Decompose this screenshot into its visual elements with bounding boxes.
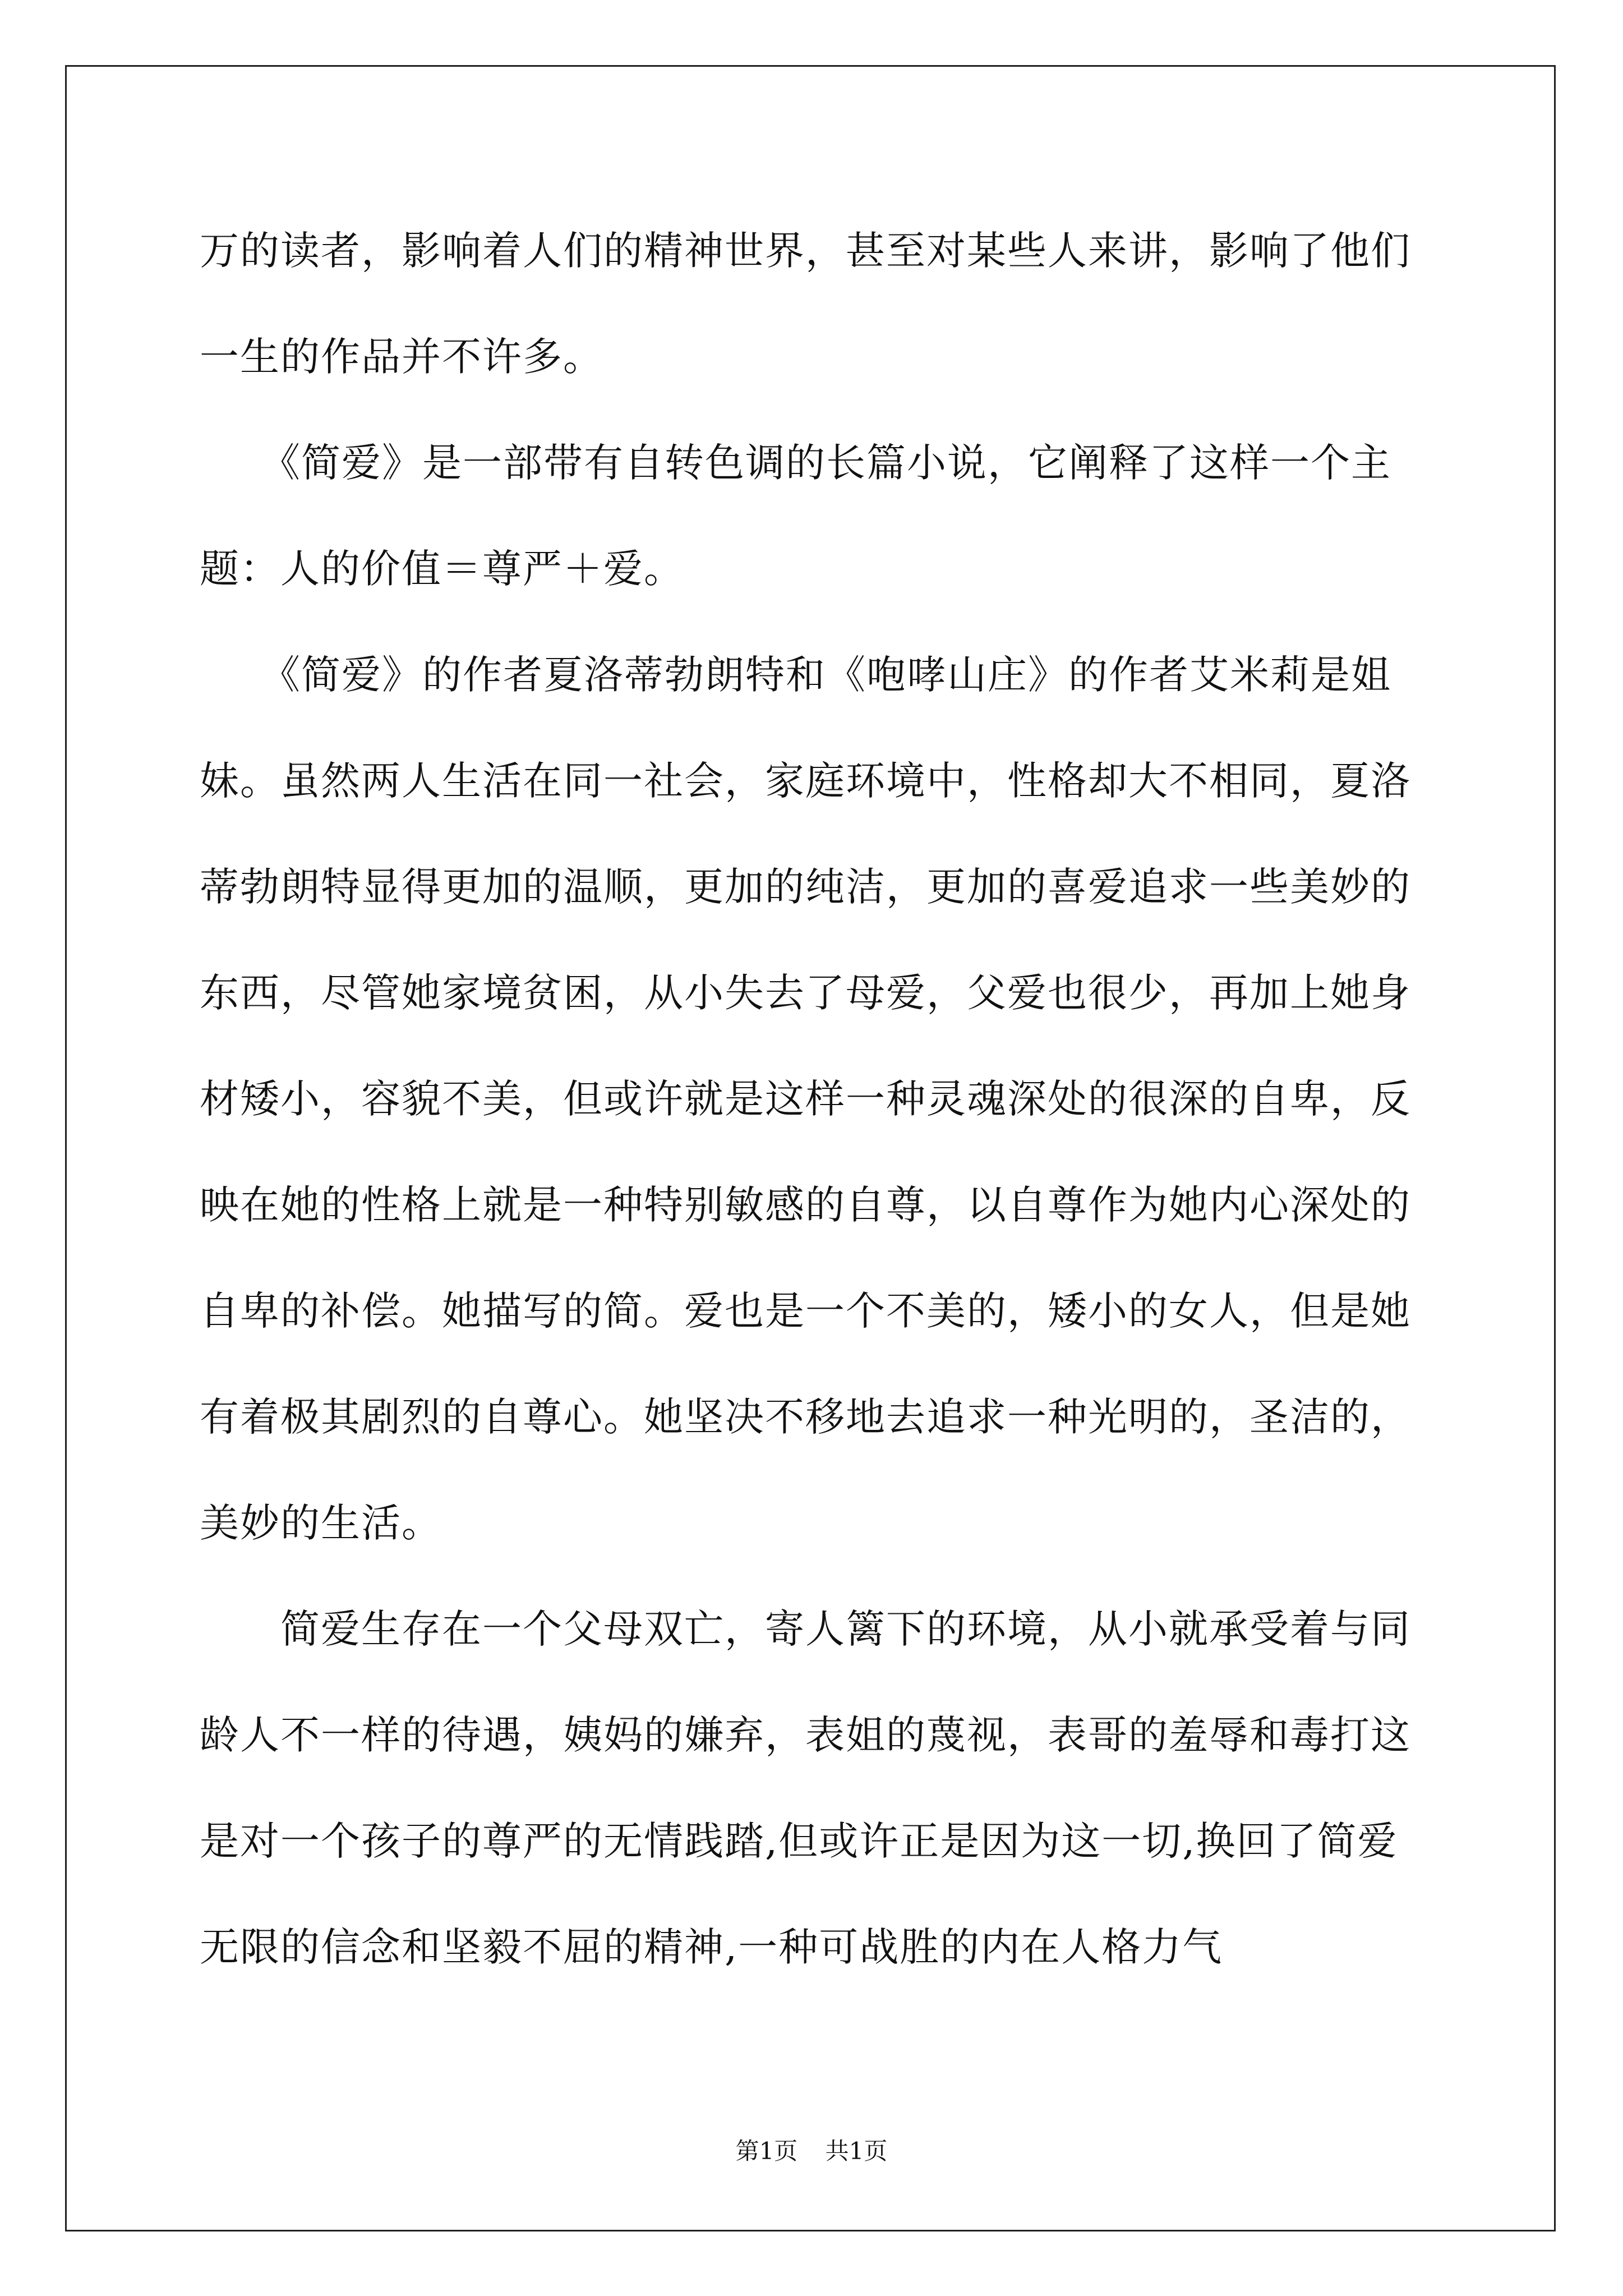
- page-total: 共1页: [825, 2137, 888, 2165]
- page-number: 第1页: [735, 2137, 798, 2165]
- text-line-12: 有着极其剧烈的自尊心。她坚决不移地去追求一种光明的，圣洁的，: [200, 1394, 1411, 1440]
- text-line-8: 东西，尽管她家境贫困，从小失去了母爱，父爱也很少，再加上她身: [200, 970, 1411, 1016]
- text-line-11: 自卑的补偿。她描写的简。爱也是一个不美的，矮小的女人，但是她: [200, 1288, 1411, 1334]
- text-line-9: 材矮小，容貌不美，但或许就是这样一种灵魂深处的很深的自卑，反: [200, 1076, 1411, 1122]
- text-line-2: 一生的作品并不许多。: [200, 334, 603, 380]
- text-line-7: 蒂勃朗特显得更加的温顺，更加的纯洁，更加的喜爱追求一些美妙的: [200, 864, 1411, 910]
- text-line-10: 映在她的性格上就是一种特别敏感的自尊，以自尊作为她内心深处的: [200, 1182, 1411, 1228]
- text-line-1: 万的读者，影响着人们的精神世界，甚至对某些人来讲，影响了他们: [200, 228, 1411, 274]
- text-line-15: 龄人不一样的待遇，姨妈的嫌弃，表姐的蔑视，表哥的羞辱和毒打这: [200, 1712, 1411, 1758]
- text-line-6: 妹。虽然两人生活在同一社会，家庭环境中，性格却大不相同，夏洛: [200, 758, 1411, 804]
- text-line-16: 是对一个孩子的尊严的无情践踏,但或许正是因为这一切,换回了简爱: [200, 1818, 1398, 1864]
- text-line-5: 《简爱》的作者夏洛蒂勃朗特和《咆哮山庄》的作者艾米莉是姐: [200, 652, 1391, 698]
- text-line-17: 无限的信念和坚毅不屈的精神,一种可战胜的内在人格力气: [200, 1924, 1223, 1970]
- text-line-4: 题：人的价值＝尊严＋爱。: [200, 546, 684, 592]
- page-footer: [0, 2133, 1623, 2166]
- text-line-3: 《简爱》是一部带有自转色调的长篇小说，它阐释了这样一个主: [200, 440, 1391, 486]
- text-line-14: 简爱生存在一个父母双亡，寄人篱下的环境，从小就承受着与同: [200, 1606, 1411, 1652]
- text-line-13: 美妙的生活。: [200, 1500, 442, 1546]
- document-body: [200, 209, 1426, 2011]
